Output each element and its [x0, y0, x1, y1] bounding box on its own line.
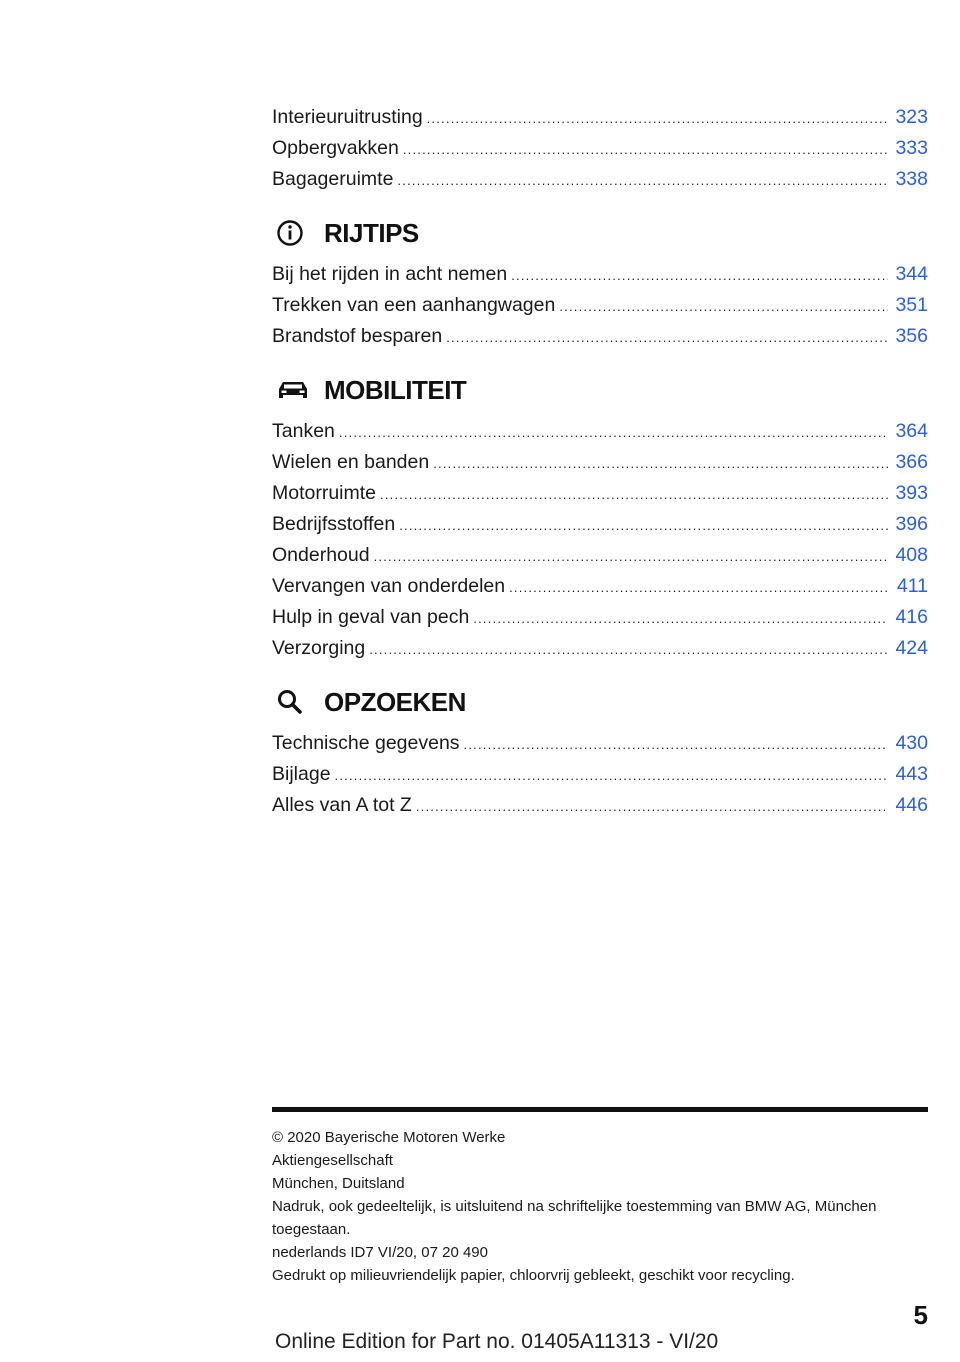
toc-entry-label: Alles van A tot Z	[272, 794, 412, 816]
car-icon	[272, 378, 324, 402]
leader-dots	[374, 541, 888, 572]
toc-entry-page[interactable]: 408	[895, 544, 928, 566]
toc-entry-label: Brandstof besparen	[272, 325, 443, 347]
leader-dots	[427, 103, 888, 134]
leader-dots	[416, 791, 888, 822]
toc-entry[interactable]	[272, 102, 928, 133]
leader-dots	[511, 260, 888, 291]
toc-entry-page[interactable]: 424	[895, 637, 928, 659]
imprint-footer	[272, 1107, 928, 1287]
toc-entry-label: Technische gegevens	[272, 732, 460, 754]
toc-entry[interactable]	[272, 133, 928, 164]
toc-entry[interactable]	[272, 633, 928, 664]
toc-entry-label: Interieuruitrusting	[272, 106, 423, 128]
toc-entry-page[interactable]: 411	[896, 575, 928, 597]
toc-entry-label: Motorruimte	[272, 482, 377, 504]
leader-dots	[559, 291, 888, 322]
toc-entry-page[interactable]: 364	[895, 420, 928, 442]
toc-entry-page[interactable]: 333	[895, 137, 928, 159]
toc-entry[interactable]	[272, 509, 928, 540]
toc-entry[interactable]	[272, 164, 928, 195]
toc-entry-page[interactable]: 393	[895, 482, 928, 504]
toc-entry[interactable]	[272, 602, 928, 633]
copyright-line: © 2020 Bayerische Motoren Werke	[272, 1129, 506, 1146]
toc-entry[interactable]	[272, 416, 928, 447]
table-of-contents	[272, 102, 928, 821]
toc-entry-page[interactable]: 446	[895, 794, 928, 816]
toc-entry[interactable]	[272, 790, 928, 821]
toc-entry-page[interactable]: 430	[895, 732, 928, 754]
leader-dots	[397, 165, 888, 196]
reprint-notice-line-2: toegestaan.	[272, 1221, 351, 1238]
edition-id-line: nederlands ID7 VI/20, 07 20 490	[272, 1244, 488, 1261]
page-number: 5	[913, 1300, 928, 1330]
toc-entry[interactable]	[272, 728, 928, 759]
leader-dots	[380, 479, 888, 510]
leader-dots	[473, 603, 888, 634]
toc-section-continuation	[272, 102, 928, 195]
toc-entry-page[interactable]: 443	[895, 763, 928, 785]
toc-section-rijtips	[272, 209, 928, 352]
leader-dots	[446, 322, 888, 353]
company-line: Aktiengesellschaft	[272, 1152, 393, 1169]
toc-entry-page[interactable]: 344	[895, 263, 928, 285]
footer-divider	[272, 1107, 928, 1112]
leader-dots	[403, 134, 888, 165]
toc-entry-label: Verzorging	[272, 637, 366, 659]
section-heading	[272, 209, 928, 257]
section-title: MOBILITEIT	[324, 374, 467, 405]
toc-entry-label: Wielen en banden	[272, 451, 430, 473]
leader-dots	[369, 634, 888, 665]
toc-entry-page[interactable]: 366	[895, 451, 928, 473]
toc-entry-label: Bij het rijden in acht nemen	[272, 263, 508, 285]
toc-entry[interactable]	[272, 290, 928, 321]
toc-entry[interactable]	[272, 759, 928, 790]
toc-entry-label: Bagageruimte	[272, 168, 394, 190]
toc-entry[interactable]	[272, 571, 928, 602]
toc-entry-label: Vervangen van onderdelen	[272, 575, 506, 597]
paper-notice-line: Gedrukt op milieuvriendelijk papier, chloorvrij gebleekt, geschikt voor recycling.	[272, 1267, 795, 1284]
toc-entry-label: Opbergvakken	[272, 137, 399, 159]
toc-entry[interactable]	[272, 478, 928, 509]
toc-entry-page[interactable]: 351	[895, 294, 928, 316]
toc-entry[interactable]	[272, 540, 928, 571]
section-heading	[272, 366, 928, 414]
toc-section-opzoeken	[272, 678, 928, 821]
toc-entry[interactable]	[272, 321, 928, 352]
section-title: RIJTIPS	[324, 217, 419, 248]
toc-entry-label: Onderhoud	[272, 544, 370, 566]
toc-entry-label: Hulp in geval van pech	[272, 606, 470, 628]
search-icon	[272, 688, 324, 716]
toc-entry[interactable]	[272, 259, 928, 290]
toc-entry-page[interactable]: 323	[895, 106, 928, 128]
reprint-notice-line: Nadruk, ook gedeeltelijk, is uitsluitend na schriftelijke toestemming van BMW AG, München	[272, 1198, 877, 1215]
toc-entry-page[interactable]: 356	[895, 325, 928, 347]
toc-entry-page[interactable]: 396	[895, 513, 928, 535]
leader-dots	[433, 448, 888, 479]
online-edition-watermark: Online Edition for Part no. 01405A11313 - VI/20	[275, 1330, 719, 1353]
leader-dots	[399, 510, 888, 541]
section-title: OPZOEKEN	[324, 686, 466, 717]
toc-entry-label: Tanken	[272, 420, 335, 442]
toc-entry-page[interactable]: 338	[895, 168, 928, 190]
toc-entry[interactable]	[272, 447, 928, 478]
toc-entry-label: Trekken van een aanhangwagen	[272, 294, 556, 316]
leader-dots	[509, 572, 888, 603]
info-icon	[272, 219, 324, 247]
toc-entry-page[interactable]: 416	[895, 606, 928, 628]
toc-entry-label: Bedrijfsstoffen	[272, 513, 396, 535]
location-line: München, Duitsland	[272, 1175, 405, 1192]
leader-dots	[339, 417, 888, 448]
leader-dots	[335, 760, 888, 791]
leader-dots	[464, 729, 888, 760]
toc-entry-label: Bijlage	[272, 763, 331, 785]
toc-section-mobiliteit	[272, 366, 928, 664]
section-heading	[272, 678, 928, 726]
